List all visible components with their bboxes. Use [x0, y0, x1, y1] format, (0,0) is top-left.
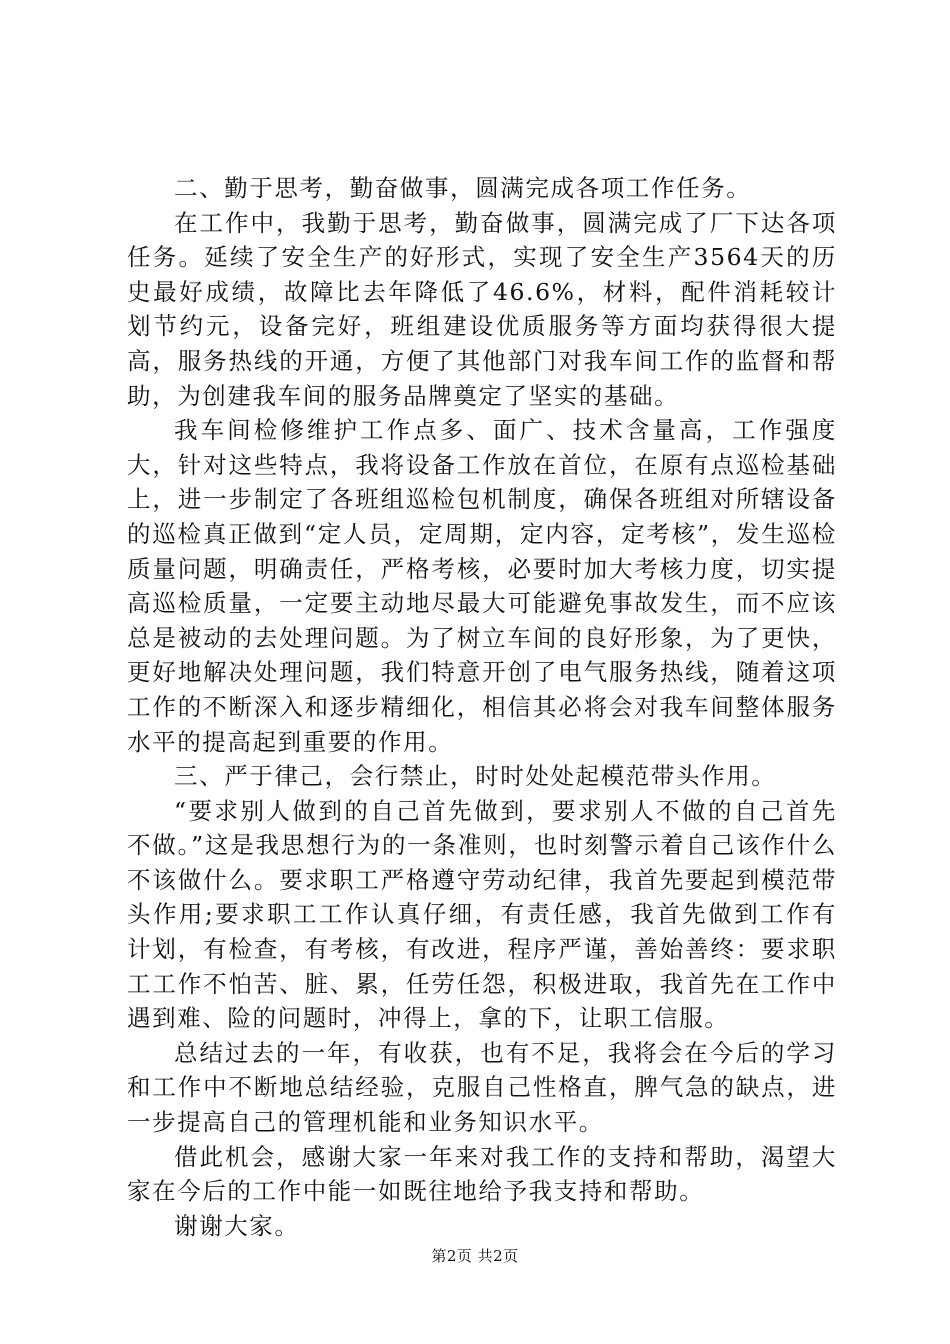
section-heading-2: 二、勤于思考，勤奋做事，圆满完成各项工作任务。 [174, 174, 752, 202]
closing-line: 谢谢大家。 [174, 1211, 300, 1240]
document-body [127, 171, 837, 1243]
section-heading-3: 三、严于律己，会行禁止，时时处处起模范带头作用。 [174, 762, 777, 791]
paragraph: 借此机会，感谢大家一年来对我工作的支持和帮助，渴望大家在今后的工作中能一如既往地给予我支持和帮助。 [127, 1142, 837, 1206]
paragraph: 我车间检修维护工作点多、面广、技术含量高，工作强度大，针对这些特点，我将设备工作放在首位，在原有点巡检基础上，进一步制定了各班组巡检包机制度，确保各班组对所辖设备的巡检真正做到“定人员，定周期，定内容，定考核”，发生巡检质量问题，明确责任，严格考核，必要时加大考核力度，切实提高巡检质量，一定要主动地尽最大可能避免事故发生，而不应该总是被动的去处理问题。为了树立车间的良好形象，为了更快，更好地解决处理问题，我们特意开创了电气服务热线，随着这项工作的不断深入和逐步精细化，相信其必将会对我车间整体服务水平的提高起到重要的作用。 [127, 416, 837, 756]
paragraph: “要求别人做到的自己首先做到，要求别人不做的自己首先不做。”这是我思想行为的一条准则，也时刻警示着自己该作什么不该做什么。要求职工严格遵守劳动纪律，我首先要起到模范带头作用;要求职工工作认真仔细，有责任感，我首先做到工作有计划，有检查，有考核，有改进，程序严谨，善始善终：要求职工工作不怕苦、脏、累，任劳任怨，积极进取，我首先在工作中遇到难、险的问题时，冲得上，拿的下，让职工信服。 [127, 796, 837, 1033]
paragraph: 在工作中，我勤于思考，勤奋做事，圆满完成了厂下达各项任务。延续了安全生产的好形式，实现了安全生产3564天的历史最好成绩，故障比去年降低了46.6%，材料，配件消耗较计划节约元，设备完好，班组建设优质服务等方面均获得很大提高，服务热线的开通，方便了其他部门对我车间工作的监督和帮助，为创建我车间的服务品牌奠定了坚实的基础。 [127, 208, 837, 410]
paragraph: 总结过去的一年，有收获，也有不足，我将会在今后的学习和工作中不断地总结经验，克服自己性格直，脾气急的缺点，进一步提高自己的管理机能和业务知识水平。 [127, 1038, 837, 1137]
page-number-footer: 第2页 共2页 [431, 1247, 519, 1265]
